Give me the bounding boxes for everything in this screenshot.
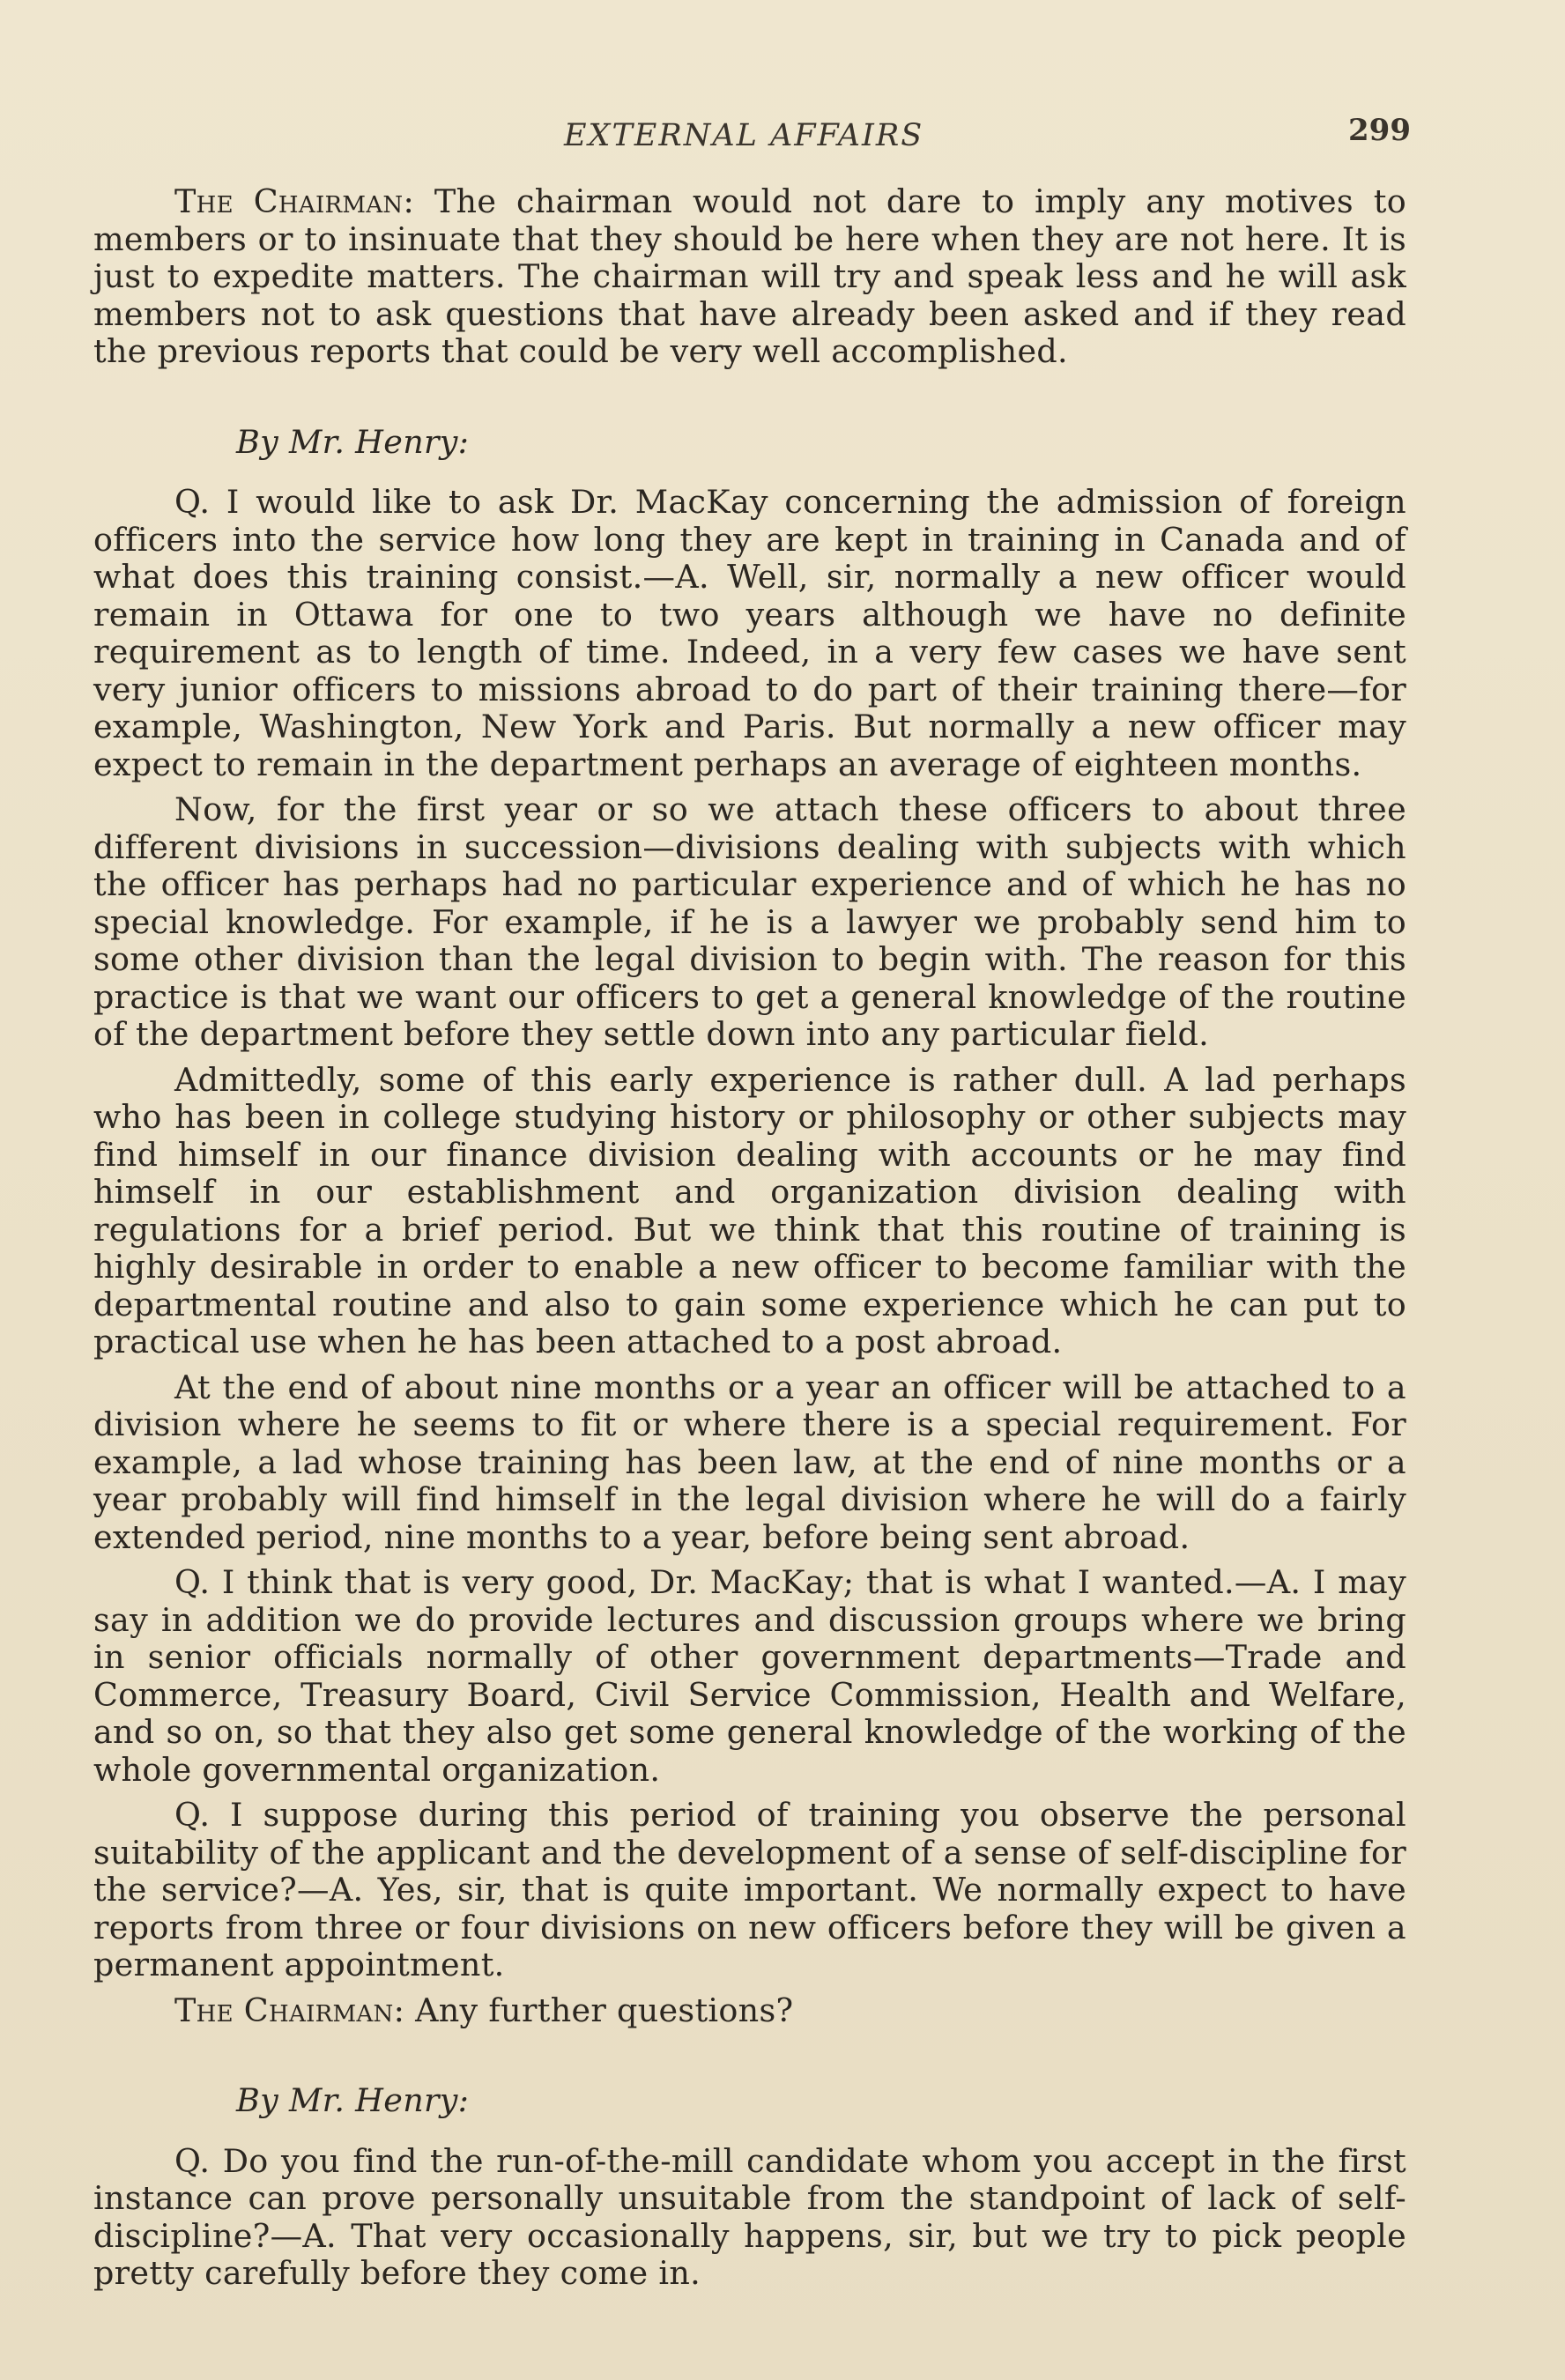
byline: By Mr. Henry: [236, 2081, 470, 2119]
paragraph-early-experience: Admittedly, some of this early experience is rather dull. A lad perhaps who has been in college studying history or philosophy or other subjects may find himself in our finance division dealing with accounts or he may find himself in our establishment and organization division dealing with regulations for a brief period. But we think that this routine of training is highly desirable in order to enable a new officer to become familiar with the departmental routine and also to gain some experience which he can put to practical use when he has been attached to a post abroad. [93, 1060, 1406, 1361]
speaker-label: The Chairman: [174, 1991, 405, 2029]
paragraph-question-training: Q. I would like to ask Dr. MacKay concerning the admission of foreign officers into the service how long they are kept in training in Canada and of what does this training consist.—A. Well, sir, normally a new officer would remain in Ottawa for one to two years although we have no definite requirement as to length of time. Indeed, in a very few cases we have sent very junior officers to missions abroad to do part of their training there—for example, Washington, New York and Paris. But normally a new officer may expect to remain in the department perhaps an average of eighteen months. [93, 483, 1406, 783]
paragraph-divisions: Now, for the first year or so we attach these officers to about three different divisions in succession—divisions dealing with subjects with which the officer has perhaps had no particular experience and of which he has no special knowledge. For example, if he is a lawyer we probably send him to some other division than the legal division to begin with. The reason for this practice is that we want our officers to get a general knowledge of the routine of the department before they settle down into any particular field. [93, 790, 1406, 1053]
page-number: 299 [1348, 113, 1411, 148]
paragraph-suitability: Q. I suppose during this period of training you observe the personal suitability of the applicant and the development of a sense of self-discipline for the service?—A. Yes, sir, that is quite important. We normally expect to have reports from three or four divisions on new officers before they will be given a permanent appointment. [93, 1796, 1406, 1983]
paragraph-chairman-question [93, 1992, 1406, 2030]
page-header [0, 113, 1565, 166]
body-text [93, 183, 1406, 2301]
paragraph-self-discipline: Q. Do you find the run-of-the-mill candidate whom you accept in the first instance can prove personally unsuitable from the standpoint of lack of self-discipline?—A. That very occasionally happens, sir, but we try to pick people pretty carefully before they come in. [93, 2141, 1406, 2292]
speaker-label: The Chairman: [174, 182, 415, 220]
running-head: EXTERNAL AFFAIRS [564, 118, 924, 153]
paragraph-text: Any further questions? [415, 1991, 794, 2029]
paragraph-chairman-remark [93, 183, 1406, 371]
paragraph-text: The chairman would not dare to imply any motives to members or to insinuate that they should be here when they are not here. It is just to expedite matters. The chairman will try and speak less and he will ask members not to ask questions that have already been asked and if they read the previous reports that could be very well accomplished. [93, 182, 1406, 370]
paragraph-attachment: At the end of about nine months or a year an officer will be attached to a division where he seems to fit or where there is a special requirement. For example, a lad whose training has been law, at the end of nine months or a year probably will find himself in the legal division where he will do a fairly extended period, nine months to a year, before being sent abroad. [93, 1368, 1406, 1556]
paragraph-lectures: Q. I think that is very good, Dr. MacKay; that is what I wanted.—A. I may say in addition we do provide lectures and discussion groups where we bring in senior officials normally of other government departments—Trade and Commerce, Treasury Board, Civil Service Commission, Health and Welfare, and so on, so that they also get some general knowledge of the working of the whole governmental organization. [93, 1563, 1406, 1789]
byline: By Mr. Henry: [236, 422, 470, 461]
